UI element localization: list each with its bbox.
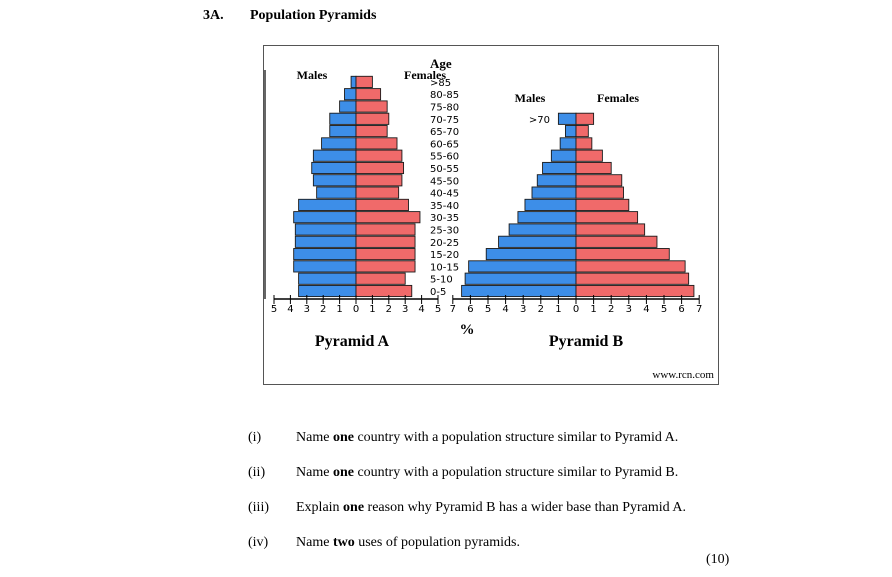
pyramid-a-age-label: 35-40 [430, 200, 460, 212]
question-number: (iv) [248, 535, 269, 550]
pyramid-b-male-bar [565, 126, 576, 137]
pyramid-b-male-bar [509, 224, 576, 235]
pyramid-b-female-bar [576, 236, 657, 247]
question-row [248, 430, 678, 446]
pyramid-a-age-label: 40-45 [430, 188, 460, 200]
question-text-pre: Name [296, 465, 333, 480]
pyramid-a-age-label: 5-10 [430, 274, 453, 286]
question-text-post: country with a population structure similar to Pyramid B. [353, 465, 679, 480]
pyramid-b-x-tick-label: 2 [537, 304, 544, 315]
pyramid-a-male-bar [295, 236, 356, 247]
pyramid-b-x-tick-label: 5 [660, 304, 668, 315]
pyramid-a-male-bar [330, 126, 356, 137]
pyramid-b-x-tick-label: 7 [449, 304, 456, 315]
question-row [248, 465, 678, 481]
pyramid-b-x-tick-label: 1 [555, 304, 562, 315]
pyramid-a-male-bar [299, 199, 356, 210]
question-text-bold: one [332, 465, 354, 480]
pyramid-a-male-bar [313, 175, 356, 186]
pyramid-b-female-bar [576, 224, 645, 235]
pyramid-a-female-bar [356, 150, 402, 161]
pyramid-a-age-label: 50-55 [430, 164, 460, 175]
pyramid-b-age-label: >70 [528, 114, 550, 126]
pyramid-b-female-bar [576, 261, 685, 272]
pyramid-b-male-bar [469, 261, 576, 272]
pyramid-b-x-tick-label: 2 [608, 304, 615, 315]
pyramid-a-female-bar [356, 113, 389, 124]
pyramid-a-x-tick-label: 3 [303, 304, 310, 315]
pyramid-b-male-bar [537, 175, 576, 186]
pyramid-b-x-tick-label: 4 [643, 304, 650, 315]
pyramid-a-x-tick-label: 5 [270, 304, 278, 315]
pyramid-a-age-label: 25-30 [430, 225, 460, 237]
question-heading [203, 8, 376, 24]
pyramid-b-male-bar [558, 113, 576, 124]
pyramid-a-female-bar [356, 89, 381, 100]
pyramid-b-male-bar [462, 285, 576, 296]
pyramid-a-age-label: >85 [430, 77, 452, 89]
pyramid-a-male-bar [299, 285, 356, 296]
marks-label: (10) [706, 552, 730, 567]
pyramid-b-female-bar [576, 199, 629, 210]
pyramid-b-male-bar [486, 249, 576, 260]
pyramid-a-x-tick-label: 2 [320, 304, 327, 315]
question-title: Population Pyramids [250, 8, 377, 23]
pyramid-b-x-tick-label: 3 [625, 304, 632, 315]
pyramid-b-male-bar [525, 199, 576, 210]
pyramid-b-legend-males: Males [514, 91, 546, 105]
pyramid-a-age-label: 80-85 [430, 90, 460, 102]
pyramid-a-male-bar [345, 89, 356, 100]
pyramid-b-x-tick-label: 1 [590, 304, 597, 315]
pyramid-a-male-bar [330, 113, 356, 124]
pyramid-a-female-bar [356, 162, 404, 173]
pyramid-a-x-tick-label: 4 [418, 304, 425, 315]
pyramid-b-female-bar [576, 187, 624, 198]
pyramid-a-female-bar [356, 101, 387, 112]
pyramid-b-male-bar [543, 162, 576, 173]
pyramid-a-male-bar [322, 138, 356, 149]
pyramid-a-male-bar [340, 101, 356, 112]
age-axis-title: Age [430, 56, 452, 71]
pyramid-figure [263, 45, 719, 385]
question-text-post: country with a population structure similar to Pyramid A. [353, 430, 679, 445]
pyramid-a-title: Pyramid A [314, 333, 390, 350]
pyramid-b-female-bar [576, 162, 611, 173]
pyramid-a-x-tick-label: 4 [287, 304, 294, 315]
pyramid-a-male-bar [312, 162, 356, 173]
pyramid-a-female-bar [356, 285, 412, 296]
pyramid-a-female-bar [356, 236, 415, 247]
pyramid-a-male-bar [294, 212, 356, 223]
pyramid-b-male-bar [532, 187, 576, 198]
question-text-bold: two [332, 535, 355, 550]
pyramid-b-female-bar [576, 113, 594, 124]
pyramid-a-male-bar [295, 224, 356, 235]
pyramid-a-x-tick-label: 1 [336, 304, 343, 315]
question-number: (i) [248, 430, 262, 445]
pyramid-a-age-label: 60-65 [430, 139, 460, 151]
pyramid-b-female-bar [576, 285, 694, 296]
source-credit: www.rcn.com [652, 369, 714, 381]
pyramid-b-x-tick-label: 3 [520, 304, 527, 315]
pyramid-a-female-bar [356, 261, 415, 272]
pyramid-a-age-label: 30-35 [430, 213, 460, 225]
pyramid-a-male-bar [351, 76, 356, 87]
pyramid-b-female-bar [576, 212, 638, 223]
question-number: (iii) [248, 500, 269, 515]
question-row [248, 535, 520, 551]
pyramid-a-x-tick-label: 1 [369, 304, 376, 315]
question-text-pre: Explain [296, 500, 344, 515]
pyramid-a-female-bar [356, 187, 399, 198]
pyramid-b-x-tick-label: 4 [502, 304, 509, 315]
pyramid-a-age-label: 10-15 [430, 262, 460, 274]
pyramid-a-x-tick-label: 3 [402, 304, 409, 315]
pyramid-a-female-bar [356, 126, 387, 137]
question-text-post: reason why Pyramid B has a wider base than Pyramid A. [364, 500, 686, 515]
pyramid-b-x-tick-label: 5 [484, 304, 492, 315]
pyramid-b-x-tick-label: 6 [467, 304, 474, 315]
pyramid-a-female-bar [356, 175, 402, 186]
pyramid-a-male-bar [299, 273, 356, 284]
pyramid-b-title: Pyramid B [548, 333, 624, 350]
pyramid-a-x-tick-label: 2 [385, 304, 392, 315]
pyramid-b-x-tick-label: 0 [572, 304, 580, 315]
pyramid-b-x-tick-label: 7 [696, 304, 703, 315]
pyramid-a-male-bar [317, 187, 356, 198]
pyramid-b-female-bar [576, 175, 622, 186]
pyramid-b-male-bar [551, 150, 576, 161]
pyramid-b-male-bar [499, 236, 576, 247]
pyramid-b-female-bar [576, 126, 588, 137]
pyramid-b-female-bar [576, 150, 602, 161]
question-text-pre: Name [296, 535, 333, 550]
pyramid-a-male-bar [294, 261, 356, 272]
pyramid-b-male-bar [518, 212, 576, 223]
pyramid-a-age-label: 65-70 [430, 127, 460, 139]
pyramid-a-female-bar [356, 76, 372, 87]
pyramid-b-female-bar [576, 273, 689, 284]
pyramid-b-legend-females: Females [597, 91, 639, 105]
pyramid-a-female-bar [356, 212, 420, 223]
pyramid-a-female-bar [356, 199, 408, 210]
pyramid-b-female-bar [576, 138, 592, 149]
pyramid-b-x-tick-label: 6 [678, 304, 685, 315]
pyramid-a-x-tick-label: 0 [352, 304, 360, 315]
pyramid-a-female-bar [356, 224, 415, 235]
question-number: 3A. [203, 8, 224, 23]
pyramid-a-legend-females: Females [404, 68, 446, 82]
pyramid-a-age-label: 45-50 [430, 176, 460, 188]
pyramid-a-age-label: 0-5 [430, 287, 447, 298]
pyramid-a-male-bar [294, 249, 356, 260]
pyramid-a-age-label: 70-75 [430, 114, 460, 126]
pyramid-a-female-bar [356, 138, 397, 149]
pyramid-chart-svg [264, 46, 719, 385]
pyramid-a-male-bar [313, 150, 356, 161]
question-text-pre: Name [296, 430, 333, 445]
pyramid-a-x-tick-label: 5 [434, 304, 442, 315]
x-axis-label: % [459, 322, 475, 338]
question-row [248, 500, 686, 516]
pyramid-a-female-bar [356, 249, 415, 260]
question-number: (ii) [248, 465, 266, 480]
pyramid-a-age-label: 55-60 [430, 151, 460, 163]
pyramid-a-female-bar [356, 273, 405, 284]
pyramid-b-male-bar [560, 138, 576, 149]
pyramid-a-age-label: 15-20 [430, 250, 460, 262]
pyramid-a-legend-males: Males [296, 68, 328, 82]
pyramid-a-age-label: 20-25 [430, 237, 460, 249]
question-text-bold: one [343, 500, 365, 515]
question-text-post: uses of population pyramids. [354, 535, 520, 550]
pyramid-a-age-label: 75-80 [430, 102, 460, 114]
question-text-bold: one [332, 430, 354, 445]
pyramid-b-female-bar [576, 249, 669, 260]
pyramid-b-male-bar [465, 273, 576, 284]
